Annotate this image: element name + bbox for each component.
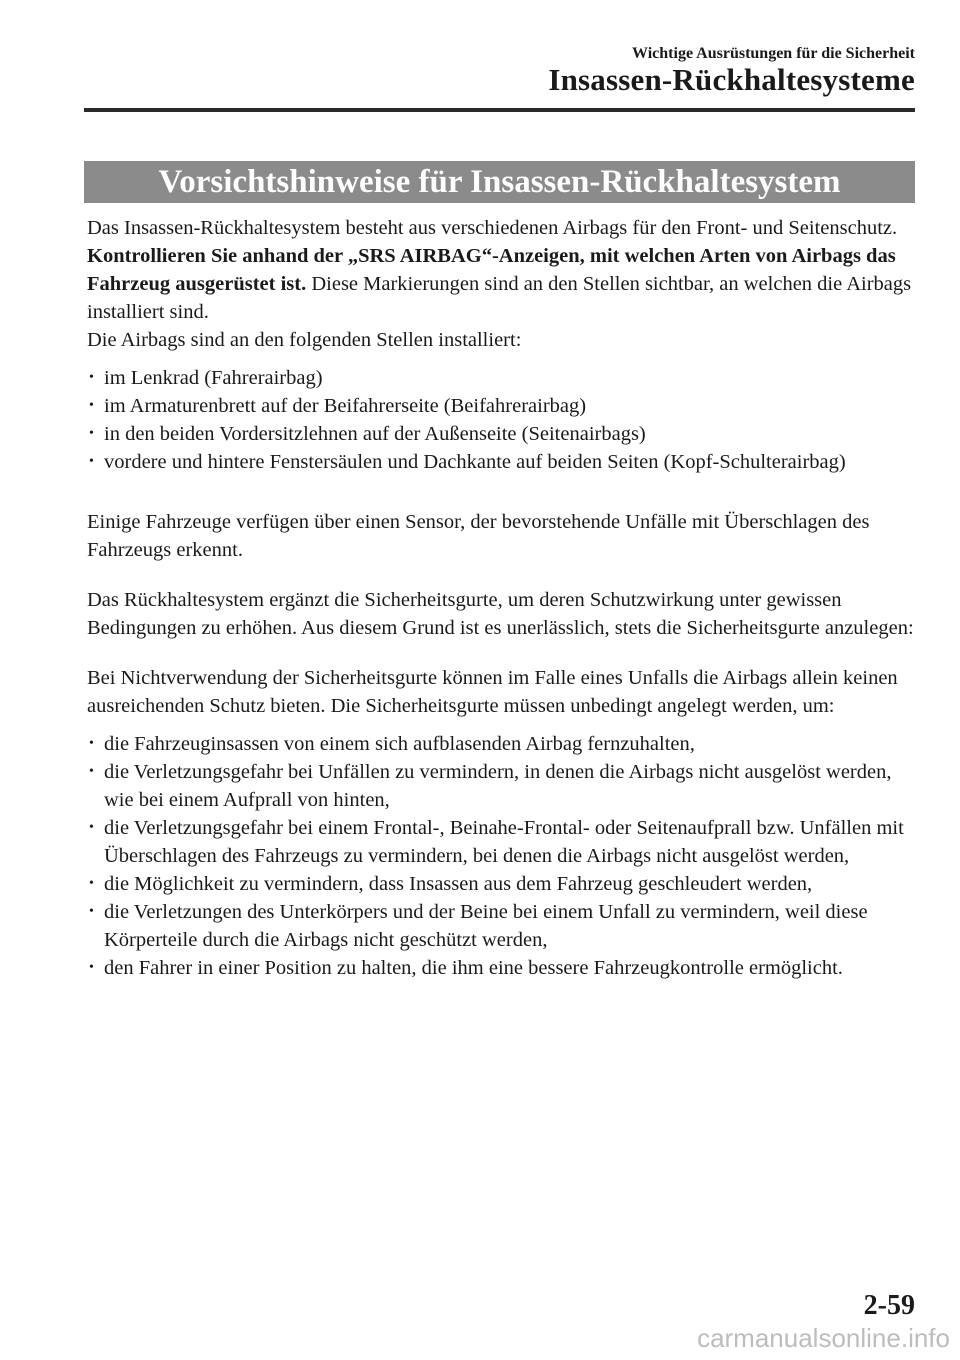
bullet-icon: • <box>89 736 94 751</box>
belts-paragraph: Das Rückhaltesystem ergänzt die Sicherheitsgurte, um deren Schutzwirkung unter gewissen Bedingungen zu erhöhen. Aus diesem Grund ist es unerlässlich, stets die Sicherheitsgurte anzulegen: <box>87 589 914 639</box>
nonuse-paragraph: Bei Nichtverwendung der Sicherheitsgurte können im Falle eines Unfalls die Airbags allein keinen ausreichenden Schutz bieten. Die Sicherheitsgurte müssen unbedingt angelegt werden, um: <box>87 667 898 717</box>
reasons-list <box>87 730 920 982</box>
list-item: • die Fahrzeuginsassen von einem sich aufblasenden Airbag fernzuhalten, <box>87 730 920 758</box>
intro-bold-text: Kontrollieren Sie anhand der „SRS AIRBAG“-Anzeigen, mit welchen Arten von Airbags das Fahrzeug ausgerüstet ist. <box>87 245 896 295</box>
list-item: • die Verletzungsgefahr bei Unfällen zu vermindern, in denen die Airbags nicht ausgelöst werden, wie bei einem Aufprall von hinten, <box>87 758 920 814</box>
bullet-icon: • <box>89 876 94 891</box>
watermark: carmanualsonline.info <box>697 1323 950 1353</box>
bullet-icon: • <box>89 764 94 779</box>
section-banner: Vorsichtshinweise für Insassen-Rückhaltesystem <box>84 161 915 203</box>
page-number: 2-59 <box>863 1290 915 1321</box>
locations-lead: Die Airbags sind an den folgenden Stellen installiert: <box>87 329 522 351</box>
list-item: • im Armaturenbrett auf der Beifahrerseite (Beifahrerairbag) <box>87 392 920 420</box>
header-subtitle: Wichtige Ausrüstungen für die Sicherheit <box>632 45 915 62</box>
intro-text-2: Diese Markierungen sind an den Stellen sichtbar, an welchen die Airbags installiert sind. <box>87 273 912 323</box>
header-rule <box>84 108 915 112</box>
bullet-icon: • <box>89 426 94 441</box>
list-item: • den Fahrer in einer Position zu halten, die ihm eine bessere Fahrzeugkontrolle ermöglicht. <box>87 954 920 982</box>
list-item: • die Verletzungsgefahr bei einem Frontal-, Beinahe-Frontal- oder Seitenaufprall bzw. Unfällen mit Überschlagen des Fahrzeugs zu vermindern, bei denen die Airbags nicht ausgelöst werden, <box>87 814 920 870</box>
bullet-icon: • <box>89 398 94 413</box>
bullet-icon: • <box>89 904 94 919</box>
sensor-paragraph: Einige Fahrzeuge verfügen über einen Sensor, der bevorstehende Unfälle mit Überschlagen des Fahrzeugs erkennt. <box>87 511 870 561</box>
intro-text-1: Das Insassen-Rückhaltesystem besteht aus verschiedenen Airbags für den Front- und Seitenschutz. <box>87 217 898 239</box>
list-item: • im Lenkrad (Fahrerairbag) <box>87 364 920 392</box>
bullet-icon: • <box>89 960 94 975</box>
bullet-icon: • <box>89 820 94 835</box>
airbag-locations-list <box>87 364 920 476</box>
bullet-icon: • <box>89 370 94 385</box>
list-item: • vordere und hintere Fenstersäulen und Dachkante auf beiden Seiten (Kopf-Schulterairbag) <box>87 448 920 476</box>
content <box>87 214 920 982</box>
list-item: • die Möglichkeit zu vermindern, dass Insassen aus dem Fahrzeug geschleudert werden, <box>87 870 920 898</box>
bullet-icon: • <box>89 454 94 469</box>
header-title: Insassen-Rückhaltesysteme <box>548 62 915 97</box>
list-item: • die Verletzungen des Unterkörpers und der Beine bei einem Unfall zu vermindern, weil diese Körperteile durch die Airbags nicht geschützt werden, <box>87 898 920 954</box>
intro-paragraph <box>87 214 920 326</box>
list-item: • in den beiden Vordersitzlehnen auf der Außenseite (Seitenairbags) <box>87 420 920 448</box>
